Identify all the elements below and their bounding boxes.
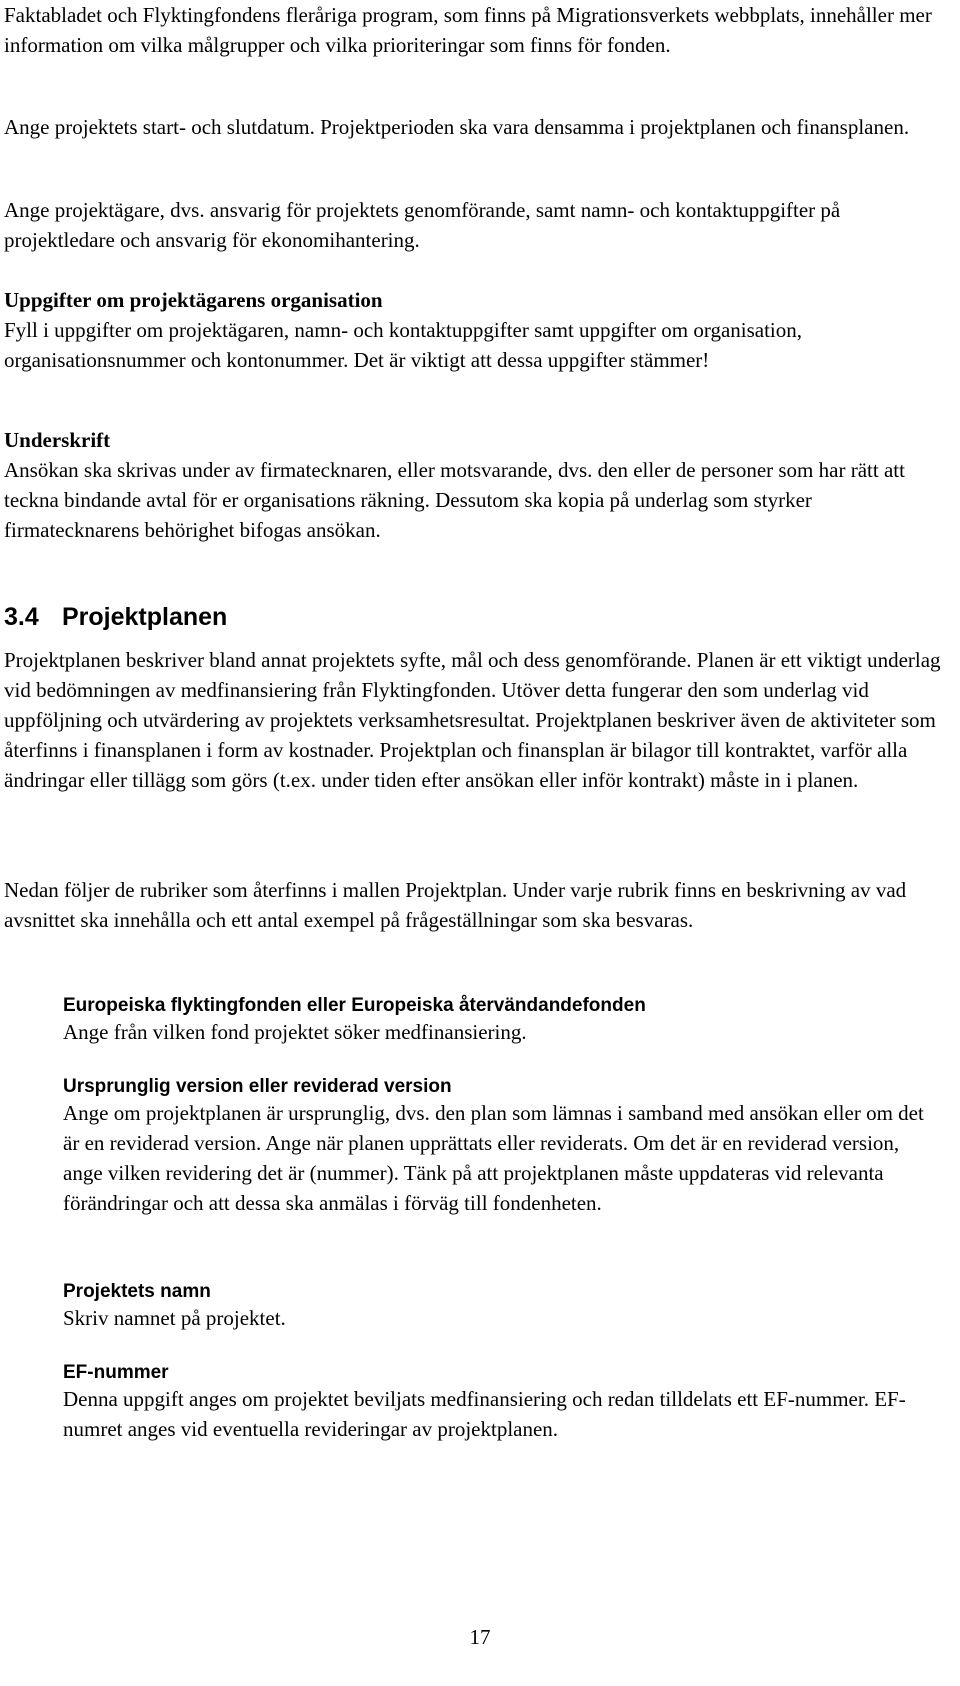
paragraph-project-owner: Ange projektägare, dvs. ansvarig för projektets genomförande, samt namn- och kontaktuppgifter på projektledare och ansvarig för ekonomihantering. xyxy=(4,198,841,252)
section-title: Projektplanen xyxy=(62,603,228,631)
organisation-heading: Uppgifter om projektägarens organisation xyxy=(4,288,383,312)
subsection-heading-version: Ursprunglig version eller reviderad version xyxy=(63,1076,452,1097)
subsection-heading-fund: Europeiska flyktingfonden eller Europeiska återvändandefonden xyxy=(63,995,646,1016)
paragraph-faktablad: Faktabladet och Flyktingfondens fleråriga program, som finns på Migrationsverkets webbplats, innehåller mer information om vilka målgrupper och vilka prioriteringar som finns för fonden. xyxy=(4,3,932,57)
organisation-block xyxy=(4,285,944,375)
page-number: 17 xyxy=(469,1625,491,1649)
subsection-text-project-name: Skriv namnet på projektet. xyxy=(63,1306,286,1330)
subsection-text-fund: Ange från vilken fond projektet söker medfinansiering. xyxy=(63,1020,527,1044)
paragraph-section-follow: Nedan följer de rubriker som återfinns i mallen Projektplan. Under varje rubrik finns en beskrivning av vad avsnittet ska innehålla och ett antal exempel på frågeställningar som ska besvaras. xyxy=(4,878,907,932)
subsection-text-ef-number: Denna uppgift anges om projektet beviljats medfinansiering och redan tilldelats ett EF-nummer. EF-numret anges vid eventuella revideringar av projektplanen. xyxy=(63,1387,906,1441)
signature-heading: Underskrift xyxy=(4,428,111,452)
signature-block xyxy=(4,425,944,545)
section-heading xyxy=(4,600,227,634)
organisation-text: Fyll i uppgifter om projektägaren, namn- och kontaktuppgifter samt uppgifter om organisation, organisationsnummer och kontonummer. Det är viktigt att dessa uppgifter stämmer! xyxy=(4,318,803,372)
signature-text: Ansökan ska skrivas under av firmatecknaren, eller motsvarande, dvs. den eller de personer som har rätt att teckna bindande avtal för er organisations räkning. Dessutom ska kopia på underlag som styrker firmatecknarens behörighet bifogas ansökan. xyxy=(4,458,905,542)
paragraph-section-intro: Projektplanen beskriver bland annat projektets syfte, mål och dess genomförande. Planen är ett viktigt underlag vid bedömningen av medfinansiering från Flyktingfonden. Utöver detta fungerar den som underlag vid uppföljning och utvärdering av projektets verksamhetsresultat. Projektplanen beskriver även de aktiviteter som återfinns i finansplanen i form av kostnader. Projektplan och finansplan är bilagor till kontraktet, varför alla ändringar eller tillägg som görs (t.ex. under tiden efter ansökan eller inför kontrakt) måste in i planen. xyxy=(4,648,941,792)
subsection-heading-ef-number: EF-nummer xyxy=(63,1362,169,1383)
paragraph-project-dates: Ange projektets start- och slutdatum. Projektperioden ska vara densamma i projektplanen och finansplanen. xyxy=(4,115,910,139)
subsection-text-version: Ange om projektplanen är ursprunglig, dvs. den plan som lämnas i samband med ansökan eller om det är en reviderad version. Ange när planen upprättats eller reviderats. Om det är en reviderad version, ange vilken revidering det är (nummer). Tänk på att projektplanen måste uppdateras vid relevanta förändringar och att dessa ska anmälas i förväg till fondenheten. xyxy=(63,1101,924,1215)
subsection-heading-project-name: Projektets namn xyxy=(63,1281,211,1302)
section-number: 3.4 xyxy=(4,603,39,631)
